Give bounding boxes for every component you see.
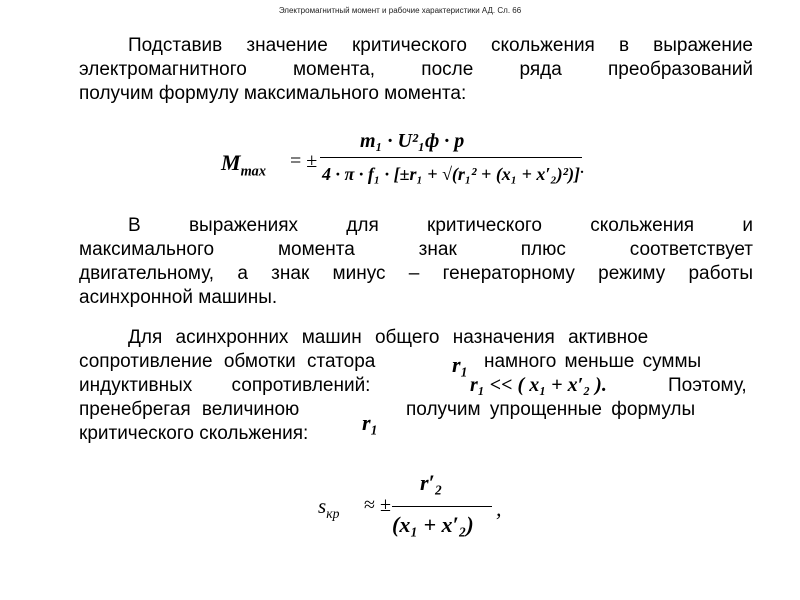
formula-1-eq: = ± (290, 150, 318, 172)
paragraph-1-line-3: получим формулу максимального момента: (79, 83, 467, 104)
paragraph-1-line-1: Подставив значение критического скольжения в выражение (128, 35, 753, 56)
slide-header: Электромагнитный момент и рабочие характеристики АД. Сл. 66 (278, 6, 522, 15)
formula-1-tail: . (580, 156, 585, 178)
paragraph-2-line-3: двигательному, а знак минус – генераторному режиму работы (79, 263, 753, 284)
paragraph-2-line-2: максимального момента знак плюс соответствует (79, 239, 753, 260)
paragraph-3-line-4a: пренебрегая величиною (79, 399, 300, 420)
paragraph-3-line-3b: Поэтому, (668, 375, 747, 396)
inline-condition: r₁ << ( x₁ + x′₂ ). (470, 374, 607, 396)
formula-1-numerator: m₁ · U²₁ф · p (360, 130, 465, 152)
paragraph-2-line-4: асинхронной машины. (79, 287, 278, 308)
formula-2-denominator: (x₁ + x′₂) (392, 512, 474, 537)
formula-2-fraction-bar (392, 506, 492, 507)
formula-2-eq: ≈ ± (364, 494, 391, 516)
formula-1-lhs-symbol: M (221, 150, 241, 175)
formula-1-lhs (221, 150, 266, 180)
formula-2-numerator: r′₂ (420, 470, 443, 495)
formula-1-lhs-sub: max (240, 163, 266, 180)
paragraph-3-line-5: критического скольжения: (79, 423, 309, 444)
inline-r1-a: r₁ (452, 352, 469, 377)
formula-1-denominator: 4 · π · f₁ · [±r₁ + √(r₁² + (x₁ + x′₂)²)] (322, 164, 581, 184)
inline-r1-b: r₁ (362, 410, 379, 435)
paragraph-1 (79, 34, 753, 106)
paragraph-3-line-1: Для асинхронних машин общего назначения активное (128, 327, 649, 348)
paragraph-3-line-2b: намного меньше суммы (484, 351, 702, 372)
formula-2-lhs-sub: кр (326, 506, 340, 522)
paragraph-3-line-4b: получим упрощенные формулы (406, 399, 696, 420)
paragraph-2 (79, 214, 753, 310)
formula-2-lhs (318, 494, 339, 522)
paragraph-1-line-2: электромагнитного момента, после ряда преобразований (79, 59, 753, 80)
formula-2-lhs-symbol: s (318, 494, 327, 518)
formula-2-tail: , (496, 496, 502, 521)
paragraph-3-line-2a: сопротивление обмотки статора (79, 351, 376, 372)
paragraph-2-line-1: В выражениях для критического скольжения и (128, 215, 753, 236)
formula-1-fraction-bar (320, 157, 582, 158)
paragraph-3-line-3a: индуктивных сопротивлений: (79, 375, 371, 396)
